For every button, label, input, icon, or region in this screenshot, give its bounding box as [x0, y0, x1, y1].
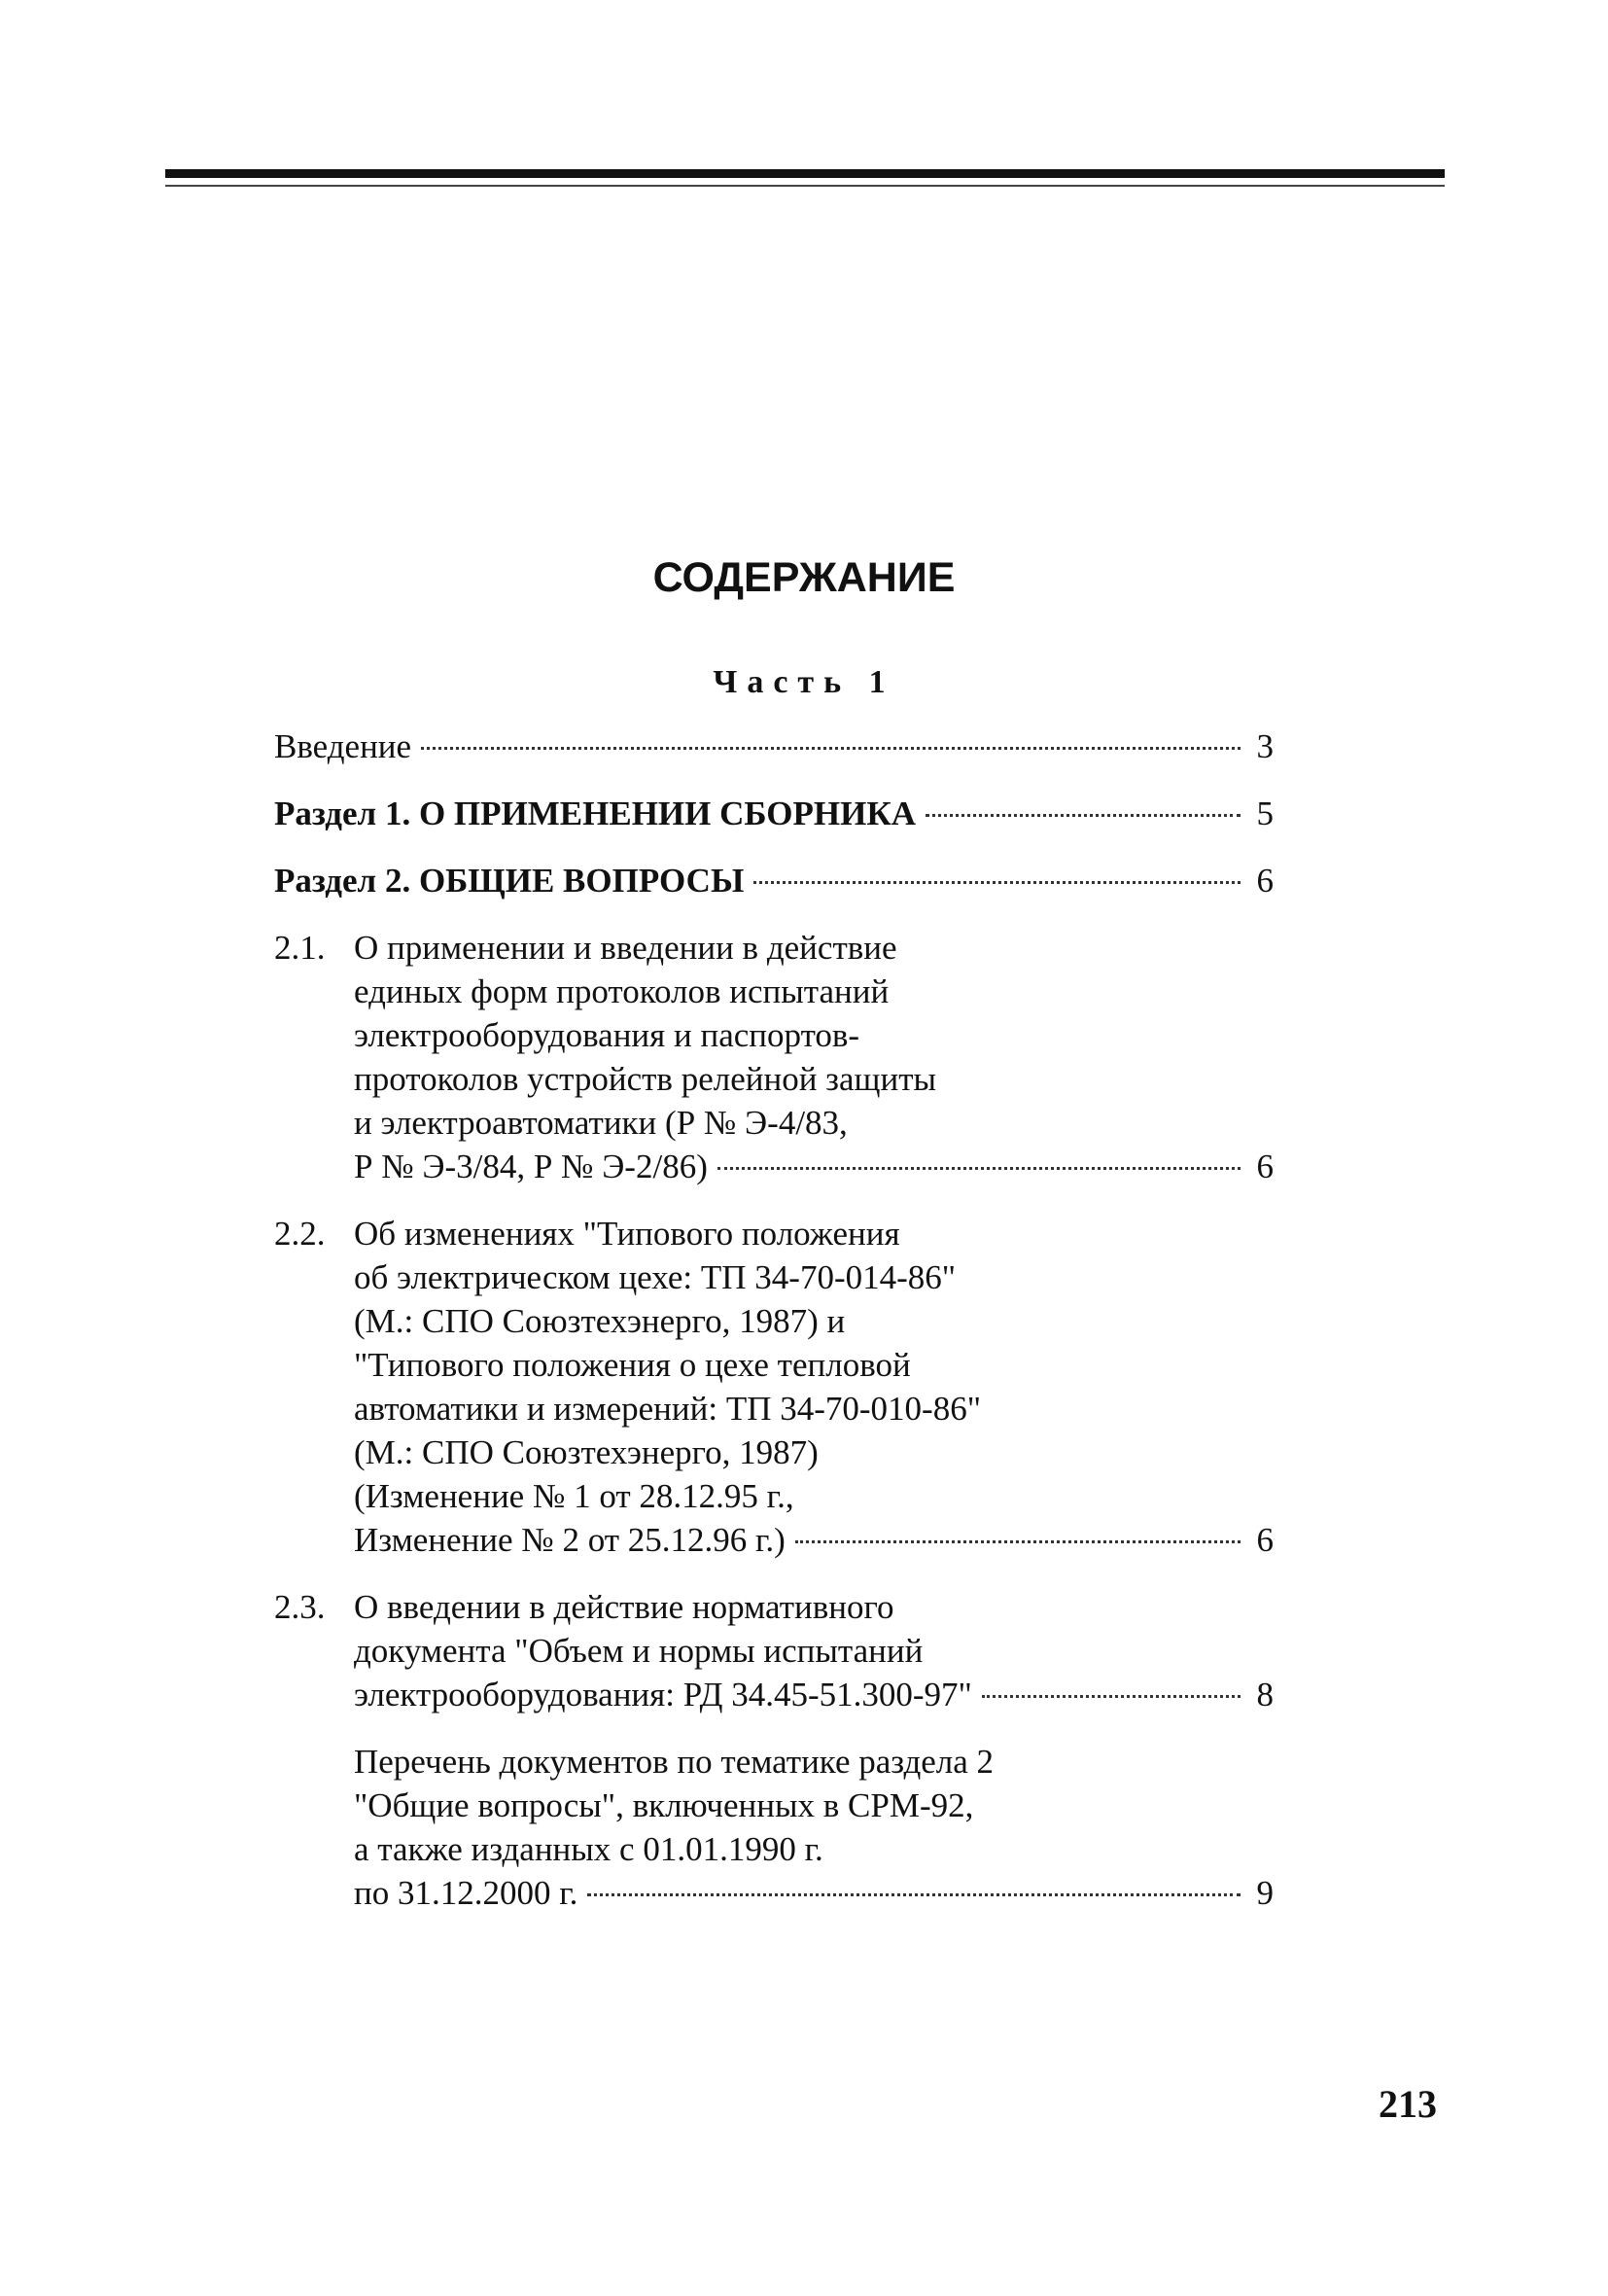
toc-line: (М.: СПО Союзтехэнерго, 1987) и	[354, 1302, 846, 1340]
toc-page-number: 8	[1256, 1676, 1274, 1713]
toc-line: Изменение № 2 от 25.12.96 г.)	[354, 1521, 786, 1559]
toc-page-number: 9	[1256, 1874, 1274, 1912]
toc-entry-2-2[interactable]	[274, 1212, 1274, 1562]
toc-page-number: 6	[1256, 1521, 1274, 1559]
dot-leader	[753, 881, 1241, 884]
toc-line: документа "Объем и нормы испытаний	[354, 1632, 924, 1670]
toc-line: "Общие вопросы", включенных в СРМ-92,	[354, 1786, 974, 1824]
dot-leader	[982, 1695, 1241, 1698]
toc-page-number: 3	[1256, 727, 1274, 765]
page-title: СОДЕРЖАНИЕ	[652, 554, 956, 601]
top-rule	[165, 169, 1445, 178]
toc-line: по 31.12.2000 г.	[354, 1874, 578, 1912]
toc-line: а также изданных с 01.01.1990 г.	[354, 1830, 823, 1868]
page-number: 213	[1379, 2082, 1437, 2126]
toc-entry-section-2[interactable]	[274, 859, 1274, 902]
toc-line: Об изменениях "Типового положения	[354, 1215, 900, 1253]
toc-entry-number: 2.3.	[274, 1588, 326, 1626]
toc-line: протоколов устройств релейной защиты	[354, 1060, 937, 1098]
dot-leader	[795, 1540, 1241, 1543]
toc-line: и электроавтоматики (Р № Э-4/83,	[354, 1104, 848, 1142]
toc-entry-2-3[interactable]	[274, 1585, 1274, 1716]
dot-leader	[717, 1167, 1241, 1170]
toc-line: Р № Э-3/84, Р № Э-2/86)	[354, 1148, 708, 1185]
toc-entry-introduction[interactable]	[274, 724, 1274, 768]
toc-line: электрооборудования: РД 34.45-51.300-97"	[354, 1676, 972, 1713]
toc-entry-section-1[interactable]	[274, 792, 1274, 835]
toc-entry-title: Введение	[274, 727, 412, 765]
toc-line: электрооборудования и паспортов-	[354, 1016, 860, 1054]
toc-line: (М.: СПО Союзтехэнерго, 1987)	[354, 1433, 819, 1471]
toc-page-number: 6	[1256, 1148, 1274, 1185]
toc-entry-2-1[interactable]	[274, 926, 1274, 1188]
dot-leader	[926, 814, 1241, 817]
toc-line: единых форм протоколов испытаний	[354, 972, 890, 1010]
top-rule-thin	[165, 185, 1445, 187]
toc-line: (Изменение № 1 от 28.12.95 г.,	[354, 1477, 794, 1515]
dot-leader	[421, 747, 1241, 750]
toc-entry-title: Раздел 1. О ПРИМЕНЕНИИ СБОРНИКА	[274, 795, 916, 832]
toc-line: Перечень документов по тематике раздела 2	[354, 1743, 995, 1781]
toc-page-number: 6	[1256, 862, 1274, 900]
toc-page-number: 5	[1256, 795, 1274, 832]
toc-entry-title: Раздел 2. ОБЩИЕ ВОПРОСЫ	[274, 862, 745, 900]
part-heading: Часть 1	[713, 664, 895, 700]
toc-line: О введении в действие нормативного	[354, 1588, 894, 1626]
toc-entry-number: 2.1.	[274, 929, 326, 967]
table-of-contents	[274, 724, 1274, 1938]
toc-line: О применении и введении в действие	[354, 929, 897, 967]
dot-leader	[587, 1893, 1241, 1896]
toc-line: об электрическом цехе: ТП 34-70-014-86"	[354, 1258, 957, 1296]
toc-entry-number: 2.2.	[274, 1215, 326, 1253]
toc-entry-document-list[interactable]	[274, 1740, 1274, 1915]
toc-line: "Типового положения о цехе тепловой	[354, 1346, 911, 1384]
toc-line: автоматики и измерений: ТП 34-70-010-86"	[354, 1390, 981, 1428]
